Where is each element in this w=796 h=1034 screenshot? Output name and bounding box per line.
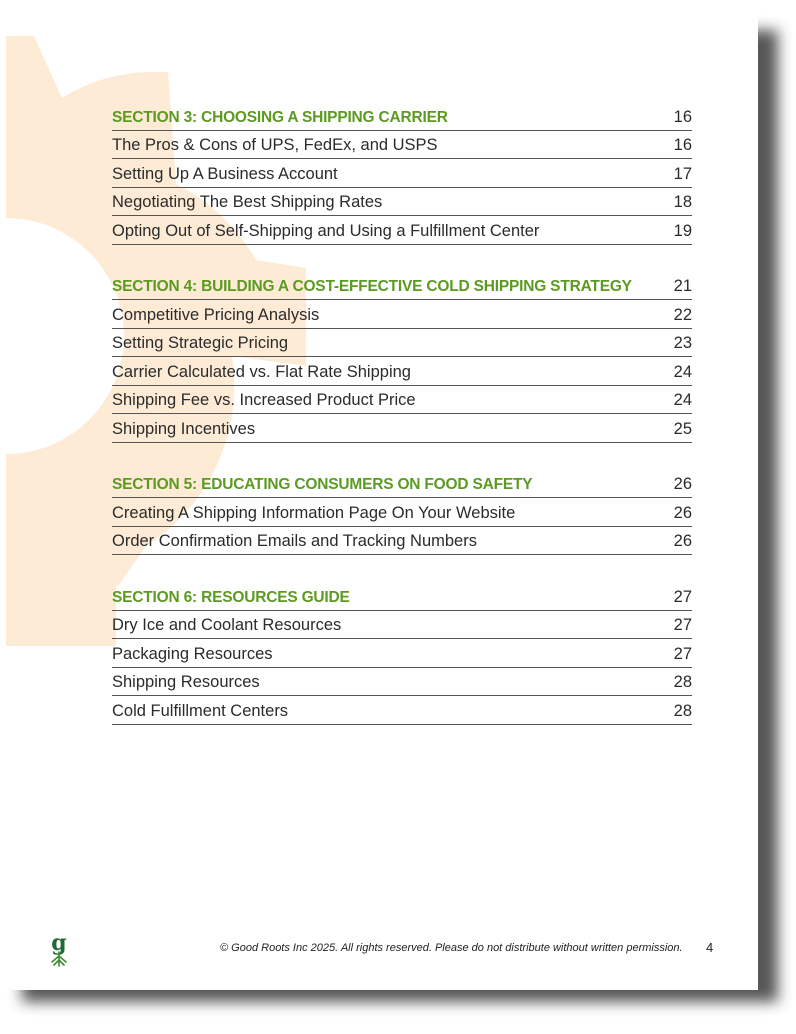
toc-entry-label: Setting Up A Business Account bbox=[112, 164, 338, 183]
toc-entry[interactable] bbox=[112, 386, 692, 415]
toc-entry-page-number: 28 bbox=[673, 701, 692, 720]
toc-entry-page-number: 18 bbox=[673, 193, 692, 211]
toc-entry-label: Competitive Pricing Analysis bbox=[112, 305, 320, 324]
toc-entry-page-number: 17 bbox=[673, 164, 692, 183]
toc-entry[interactable] bbox=[112, 414, 692, 443]
toc-entry[interactable] bbox=[112, 159, 692, 188]
toc-entry-label: Shipping Fee vs. Increased Product Price bbox=[112, 391, 416, 409]
toc-section bbox=[112, 470, 692, 556]
toc-entry-page-number: 19 bbox=[673, 221, 692, 240]
section-title: SECTION 5: EDUCATING CONSUMERS ON FOOD SAFETY bbox=[112, 476, 533, 493]
logo-letter: g bbox=[51, 930, 67, 956]
page-number: 4 bbox=[706, 940, 714, 955]
toc-entry-label: The Pros & Cons of UPS, FedEx, and USPS bbox=[112, 136, 438, 154]
toc-entry-page-number: 24 bbox=[673, 391, 692, 409]
toc-entry-page-number: 27 bbox=[673, 616, 692, 634]
toc-entry-page-number: 24 bbox=[673, 362, 692, 381]
toc-entry-page-number: 26 bbox=[673, 532, 692, 550]
toc-section-heading[interactable] bbox=[112, 470, 692, 499]
toc-entry-label: Cold Fulfillment Centers bbox=[112, 701, 289, 720]
table-of-contents bbox=[112, 102, 692, 752]
toc-section bbox=[112, 102, 692, 245]
toc-entry-page-number: 27 bbox=[673, 644, 692, 663]
toc-entry-label: Dry Ice and Coolant Resources bbox=[112, 616, 342, 634]
toc-entry[interactable] bbox=[112, 611, 692, 640]
toc-entry-label: Shipping Resources bbox=[112, 673, 260, 691]
section-title: SECTION 3: CHOOSING A SHIPPING CARRIER bbox=[112, 108, 448, 126]
toc-entry-page-number: 28 bbox=[673, 673, 692, 691]
toc-section-heading[interactable] bbox=[112, 102, 692, 131]
toc-section-heading[interactable] bbox=[112, 582, 692, 611]
toc-entry[interactable] bbox=[112, 329, 692, 358]
toc-entry-page-number: 16 bbox=[673, 136, 692, 154]
toc-entry[interactable] bbox=[112, 216, 692, 245]
good-roots-logo-icon bbox=[46, 930, 72, 968]
toc-entry[interactable] bbox=[112, 300, 692, 329]
section-title: SECTION 4: BUILDING A COST-EFFECTIVE COLD SHIPPING STRATEGY bbox=[112, 278, 632, 295]
section-page-number: 26 bbox=[673, 475, 692, 493]
toc-entry-label: Shipping Incentives bbox=[112, 419, 256, 438]
toc-entry[interactable] bbox=[112, 527, 692, 556]
toc-section-heading[interactable] bbox=[112, 272, 692, 301]
toc-section bbox=[112, 272, 692, 443]
toc-entry[interactable] bbox=[112, 668, 692, 697]
toc-entry-label: Creating A Shipping Information Page On Your Website bbox=[112, 503, 516, 522]
section-title: SECTION 6: RESOURCES GUIDE bbox=[112, 588, 350, 606]
document-page bbox=[6, 6, 758, 990]
toc-entry-label: Carrier Calculated vs. Flat Rate Shipping bbox=[112, 362, 411, 381]
toc-entry-label: Opting Out of Self-Shipping and Using a Fulfillment Center bbox=[112, 221, 540, 240]
toc-entry[interactable] bbox=[112, 639, 692, 668]
section-page-number: 27 bbox=[673, 587, 692, 606]
toc-entry[interactable] bbox=[112, 131, 692, 160]
section-page-number: 16 bbox=[673, 107, 692, 126]
toc-section bbox=[112, 582, 692, 725]
toc-entry-page-number: 23 bbox=[673, 334, 692, 352]
toc-entry-label: Order Confirmation Emails and Tracking Numbers bbox=[112, 532, 477, 550]
toc-entry[interactable] bbox=[112, 357, 692, 386]
toc-entry-label: Setting Strategic Pricing bbox=[112, 334, 289, 352]
toc-entry-label: Negotiating The Best Shipping Rates bbox=[112, 193, 383, 211]
toc-entry-label: Packaging Resources bbox=[112, 644, 273, 663]
copyright-notice: © Good Roots Inc 2025. All rights reserved. Please do not distribute without written permission. bbox=[220, 942, 683, 954]
section-page-number: 21 bbox=[673, 277, 692, 295]
toc-entry[interactable] bbox=[112, 188, 692, 217]
toc-entry[interactable] bbox=[112, 498, 692, 527]
toc-entry-page-number: 26 bbox=[673, 503, 692, 522]
toc-entry-page-number: 22 bbox=[673, 305, 692, 324]
toc-entry-page-number: 25 bbox=[673, 419, 692, 438]
toc-entry[interactable] bbox=[112, 696, 692, 725]
